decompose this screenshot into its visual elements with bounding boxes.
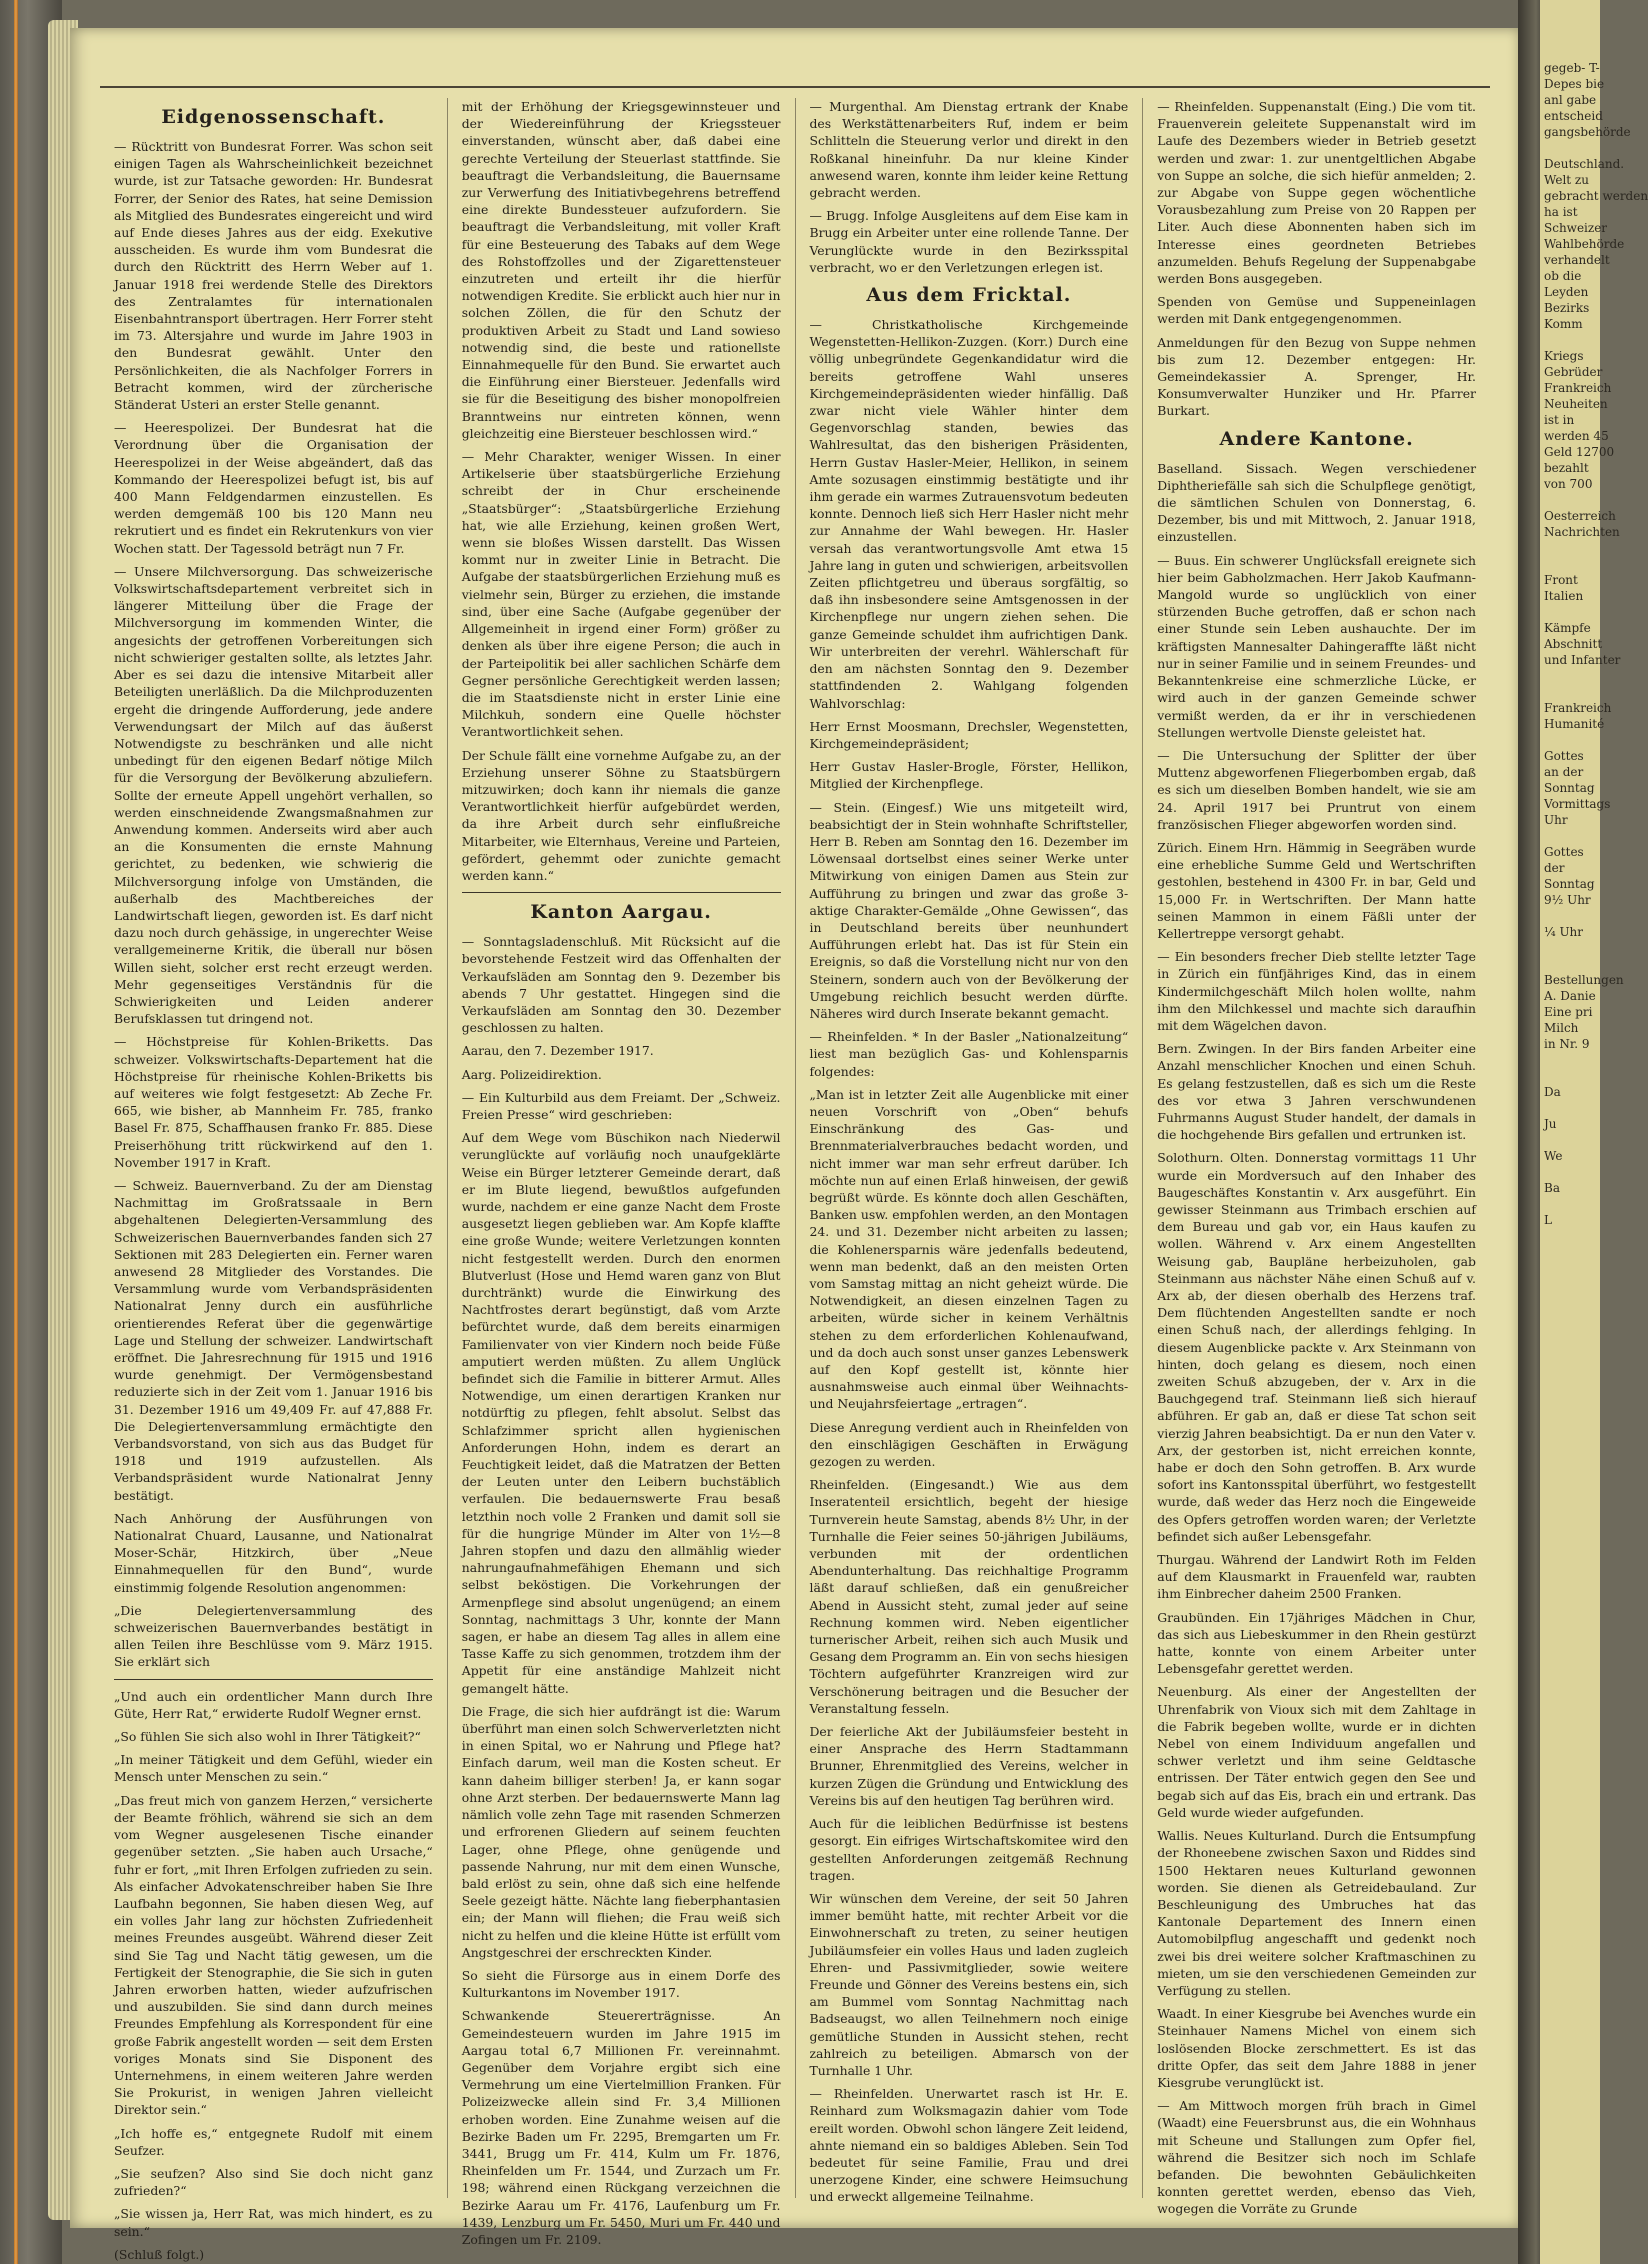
- article-paragraph: Herr Ernst Moosmann, Drechsler, Wegenstetten, Kirchgemeindepräsident;: [809, 718, 1129, 751]
- continuation-note: (Schluß folgt.): [114, 2246, 205, 2262]
- article-paragraph: — Sonntagsladenschluß. Mit Rücksicht auf die bevorstehende Festzeit wird das Offenhalten der Verkaufsläden am Sonntag den 9. Dezember bis abends 7 Uhr gestattet. Hingegen sind die Verkaufsläden am Sonntag den 30. Dezember geschlossen zu halten.: [461, 934, 781, 1036]
- next-page-fragment: der: [1544, 861, 1565, 875]
- next-page-fragment: [1540, 668, 1600, 684]
- column-4: [1143, 98, 1490, 2217]
- article-paragraph: — Die Untersuchung der Splitter der über Muttenz abgeworfenen Fliegerbomben ergab, daß es sich um dieselben Bomben handelt, wie sie am 24. April 1917 bei Pruntrut von einem französischen Flieger abgeworfen worden sind.: [1157, 747, 1476, 832]
- dateline: Aarau, den 7. Dezember 1917.: [461, 1043, 654, 1059]
- next-page-fragment: ob die: [1544, 269, 1582, 283]
- next-page-fragment: Frankreich: [1544, 701, 1612, 715]
- col4-articles: [1157, 98, 1476, 420]
- next-page-edge: [1540, 0, 1648, 2264]
- article-paragraph: — Stein. (Eingesf.) Wie uns mitgeteilt wird, beabsichtigt der in Stein wohnhafte Schriftsteller, Herr B. Reben am Sonntag den 16. Dezember im Löwensaal dortselbst eines seiner Werke unter Mitwirkung von einigen Damen aus Stein zur Aufführung zu bringen und zwar das große 3-aktige Charakter-Gemälde „Ohne Gewissen“, das in Deutschland bereits über neunhundert Aufführungen erlebt hat. Das ist für Stein ein Ereignis, so daß die Vorstellung nicht nur von den Steinern, sondern auch von der Bevölkerung der Umgebung reichlich besucht werden dürfte. Näheres wird durch Inserate bekannt gemacht.: [809, 799, 1129, 1021]
- next-page-fragment: [1540, 732, 1600, 748]
- article-paragraph: — Mehr Charakter, weniger Wissen. In einer Artikelserie über staatsbürgerliche Erziehung schreibt der in Chur erscheinende „Staatsbürger“: „Staatsbürgerliche Erziehung hat, wie alle Erziehung, keinen großen Wert, wenn sie bloßes Wissen darstellt. Das Wissen kommt nur in zweiter Linie in Betracht. Die Aufgabe der staatsbürgerlichen Erziehung muß es vielmehr sein, Bürger zu erziehen, die imstande sind, über eine Sache (Aufgabe gegenüber der Allgemeinheit in irgend einer Form) größer zu denken als über ihre eigene Person; die auch in der Parteipolitik bei aller sachlichen Schärfe dem Gegner persönliche Gerechtigkeit werden lassen; die im Staatsdienste nicht in erster Linie eine Milchkuh, sondern eine Quelle höchster Verantwortlichkeit sehen.: [461, 449, 781, 740]
- article-paragraph: „Die Delegiertenversammlung des schweizerischen Bauernverbandes bestätigt in allen Teilen ihre Beschlüsse vom 9. März 1915. Sie erklärt sich: [114, 1602, 433, 1670]
- next-page-fragment: werden 45: [1544, 429, 1609, 443]
- serial-novel: [114, 1688, 433, 2240]
- next-page-fragment: bezahlt: [1544, 461, 1589, 475]
- next-page-fragment: [1540, 908, 1600, 924]
- next-page-fragment: entscheid: [1544, 109, 1603, 123]
- article-paragraph: Baselland. Sissach. Wegen verschiedener Diphtheriefälle sah sich die Schulpflege genötigt, die sämtlichen Schulen von Donnerstag, 6. Dezember, bis und mit Mittwoch, 2. Januar 1918, einzustellen.: [1157, 460, 1476, 545]
- article-paragraph: Bern. Zwingen. In der Birs fanden Arbeiter eine Anzahl menschlicher Knochen und einen Schuh. Es gelang festzustellen, daß es sich um die Reste des vor etwa 3 Jahren verschwundenen Fuhrmanns August Studer handelt, der damals in die hochgehende Birs gefallen und ertrunken ist.: [1157, 1041, 1476, 1143]
- next-page-fragment: ist in: [1544, 413, 1575, 427]
- next-page-fragment: [1540, 140, 1600, 156]
- article-paragraph: — Christkatholische Kirchgemeinde Wegenstetten-Hellikon-Zuzgen. (Korr.) Durch eine völlig unbegründete Gegenkandidatur wird die bereits getroffene Wahl unseres Kirchgemeindepräsidenten wieder hinfällig. Daß zwar nicht viele Wähler hinter dem Gegenvorschlag standen, bewies das Wahlresultat, das den bisherigen Präsidenten, Herrn Gustav Hasler-Meier, Hellikon, in seinem Amte sozusagen einstimmig bestätigte und ihr ihm gerade ein warmes Zutrauensvotum bedeuten konnte. Dennoch ließ sich Herr Hasler nicht mehr zur Annahme der Wahl bewegen. Hr. Hasler versah das verantwortungsvolle Amt etwa 15 Jahre lang in guten und schwierigen, arbeitsvollen Zeiten pflichtgetreu und überaus sorgfältig, so daß ihn insbesondere seine Amtsgenossen in der Kirchenpflege nur ungern ziehen sehen. Die ganze Gemeinde schuldet ihm aufrichtigen Dank. Wir unterbreiten der verehrl. Wählerschaft für den am nächsten Sonntag den 9. Dezember stattfindenden 2. Wahlgang folgenden Wahlvorschlag:: [809, 317, 1129, 711]
- article-paragraph: — Ein besonders frecher Dieb stellte letzter Tage in Zürich ein fünfjähriges Kind, das in einem Kindermilchgeschäft Milch holen wollte, nahm ihm den Milchkessel und machte sich daraufhin mit dem Wägelchen davon.: [1157, 949, 1476, 1033]
- next-page-fragment: Leyden: [1544, 285, 1589, 299]
- article-paragraph: — Rheinfelden. Suppenanstalt (Eing.) Die vom tit. Frauenverein geleitete Suppenanstalt wird im Laufe des Dezembers wieder in Betrieb gesetzt werden und zwar: 1. zur unentgeltlichen Abgabe von Suppe an solche, die sich hiefür anmelden; 2. zur Abgabe von Suppe gegen wöchentliche Vorausbezahlung zum Preise von 20 Rappen per Liter. Auch diese Abonnenten haben sich im Interesse eines geordneten Betriebes anzumelden. Behufs Regelung der Suppenabgabe werden Bons ausgegeben.: [1157, 99, 1476, 287]
- next-page-fragment: Komm: [1544, 317, 1583, 331]
- article-paragraph: Nach Anhörung der Ausführungen von Nationalrat Chuard, Lausanne, und Nationalrat Moser-Schär, Hitzkirch, über „Neue Einnahmequellen für den Bund“, wurde einstimmig folgende Resolution angenommen:: [114, 1510, 433, 1595]
- next-page-fragment: [1540, 540, 1600, 556]
- next-page-fragment: Depes bie: [1544, 77, 1605, 91]
- novel-paragraph: „Und auch ein ordentlicher Mann durch Ihre Güte, Herr Rat,“ erwiderte Rudolf Wegner ernst.: [114, 1688, 433, 1721]
- article-paragraph: — Höchstpreise für Kohlen-Briketts. Das schweizer. Volkswirtschafts-Departement hat die Höchstpreise für rheinische Kohlen-Briketts bis auf weiteres wie folgt festgesetzt: Ab Zeche Fr. 665, wie bisher, ab Mannheim Fr. 785, franko Basel Fr. 875, Schaffhausen franko Fr. 885. Diese Preiserhöhung tritt rückwirkend auf den 1. November 1917 in Kraft.: [114, 1034, 433, 1170]
- next-page-fragment: [1540, 828, 1600, 844]
- next-page-fragment: [1540, 1132, 1600, 1148]
- article-paragraph: Waadt. In einer Kiesgrube bei Avenches wurde ein Steinhauer Namens Michel von einem sich loslösenden Blocke zerschmettert. Es ist das dritte Opfer, das seit dem Jahre 1888 in jener Kiesgrube verunglückt ist.: [1157, 2006, 1476, 2090]
- next-page-fragment: L: [1544, 1213, 1552, 1227]
- next-page-fragment: ha ist: [1544, 205, 1578, 219]
- article-paragraph: Herr Gustav Hasler-Brogle, Förster, Hellikon, Mitglied der Kirchenpflege.: [809, 759, 1129, 792]
- next-page-fragment: Gottes: [1544, 749, 1584, 763]
- next-page-fragment: in Nr. 9: [1544, 1037, 1590, 1051]
- columns: [100, 98, 1490, 2262]
- novel-paragraph: „Das freut mich von ganzem Herzen,“ versicherte der Beamte fröhlich, während sie sich an dem vom Wegner ausgelesenen Tische einander gegenüber setzten. „Sie haben auch Ursache,“ fuhr er fort, „mit Ihren Erfolgen zufrieden zu sein. Als einfacher Advokatenschreiber haben Sie Ihre Laufbahn begonnen, Sie haben diesen Weg, auf ein volles Jahr lang zur höchsten Zufriedenheit meines Freundes ausgeübt. Während dieser Zeit sind Sie Tag und Nacht tätig gewesen, um die Fertigkeit der Stenographie, die Sie sich in guten Jahren erworben hatten, wieder aufzufrischen und auszubilden. Sie sind dann durch meines Freundes Empfehlung als Korrespondent für eine große Fabrik angestellt worden — seit dem Ersten voriges Monats sind Sie Disponent des Unternehmens, in einem weiteren Jahre werden Sie Prokurist, in wenigen Jahren vielleicht Direktor sein.“: [114, 1792, 433, 2118]
- article-paragraph: — Schweiz. Bauernverband. Zu der am Dienstag Nachmittag im Großratssaale in Bern abgehaltenen Delegierten-Versammlung des Schweizerischen Bauernverbandes fanden sich 27 Sektionen mit 283 Delegierten ein. Ferner waren anwesend 28 Mitglieder des Vorstandes. Die Versammlung wurde vom Verbandspräsidenten Nationalrat Jenny durch ein ausführliche orientierendes Referat über die gegenwärtige Lage und Stellung der schweizer. Landwirtschaft eröffnet. Die Jahresrechnung für 1915 und 1916 wurde genehmigt. Der Vermögensbestand reduzierte sich in der Zeit vom 1. Januar 1916 bis 31. Dezember 1916 um 49,409 Fr. auf 47,888 Fr. Die Delegiertenversammlung ermächtigte den Verbandsvorstand, von sich aus das Budget für 1918 und 1919 aufzustellen. Als Verbandspräsident wurde Nationalrat Jenny bestätigt.: [114, 1177, 433, 1503]
- next-page-fragment: Oesterreich: [1544, 509, 1616, 523]
- article-paragraph: Neuenburg. Als einer der Angestellten der Uhrenfabrik von Vioux sich mit dem Zahltage in die Fabrik begeben wollte, wurde er in dichten Nebel von einem Individuum angefallen und schwer verletzt und ihm seine Geldtasche entrissen. Der Täter entwich gegen den See und begab sich auf das Eis, brach ein und ertrank. Das Geld wurde wieder aufgefunden.: [1157, 1684, 1476, 1820]
- next-page-fragment: [1540, 1052, 1600, 1068]
- next-page-fragment: Gottes: [1544, 845, 1584, 859]
- next-page-fragment: [1540, 956, 1600, 972]
- next-page-fragment: We: [1544, 1149, 1563, 1163]
- next-page-fragment: Sonntag: [1544, 877, 1595, 891]
- next-page-fragment: [1540, 684, 1600, 700]
- next-page-fragments: [1540, 0, 1648, 1228]
- next-page-fragment: A. Danie: [1544, 989, 1596, 1003]
- novel-paragraph: „In meiner Tätigkeit und dem Gefühl, wieder ein Mensch unter Menschen zu sein.“: [114, 1752, 433, 1785]
- article-paragraph: Der feierliche Akt der Jubiläumsfeier besteht in einer Ansprache des Herrn Stadtammann Brunner, Ehrenmitglied des Vereins, welcher in kurzen Zügen die Gründung und Entwicklung des Vereins bis auf den heutigen Tag berühren wird.: [809, 1724, 1129, 1808]
- next-page-fragment: Milch: [1544, 1021, 1579, 1035]
- next-page-fragment: Sonntag: [1544, 781, 1595, 795]
- next-page-fragment: Gebrüder: [1544, 365, 1603, 379]
- novel-paragraph: „Ich hoffe es,“ entgegnete Rudolf mit einem Seufzer.: [114, 2125, 433, 2158]
- next-page-fragment: [1540, 940, 1600, 956]
- next-page-fragment: Schweizer: [1544, 221, 1608, 235]
- next-page-fragment: Welt zu: [1544, 173, 1589, 187]
- novel-paragraph: „So fühlen Sie sich also wohl in Ihrer Tätigkeit?“: [114, 1729, 421, 1745]
- next-page-fragment: Geld 12700: [1544, 445, 1615, 459]
- article-paragraph: mit der Erhöhung der Kriegsgewinnsteuer und der Wiedereinführung der Kriegssteuer einverstanden, wünscht aber, daß dabei eine gerechte Verteilung der Steuerlast stattfinde. Sie beauftragt die Verbandsleitung, die Bauernsame zur Verwerfung des Initiativbegehrens betreffend eine direkte Bundessteuer aufzufordern. Sie beauftragt die Verbandsleitung, mit voller Kraft für eine Besteuerung des Tabaks auf dem Wege des Rohstoffzolles und der Zigarettensteuer einzutreten und erteilt ihr die hierfür notwendigen Kredite. Sie erblickt auch hier nur in solchen Zöllen, die für den Schutz der produktiven Arbeit zu Stadt und Land sowieso notwendig sind, die beste und rationellste Einnahmequelle für den Bund. Sie erwartet auch die Einführung einer Biersteuer. Jedenfalls wird sie für die Beseitigung des bisher monopolfreien Branntweins nur eintreten können, wenn gleichzeitig eine Biersteuer beschlossen wird.“: [461, 99, 781, 441]
- article-paragraph: — Am Mittwoch morgen früh brach in Gimel (Waadt) eine Feuersbrunst aus, die ein Wohnhaus mit Scheune und Stallungen zum Opfer fiel, während die Besitzer sich noch im Schlafe befanden. Die bewohnten Gebäulichkeiten konnten gerettet werden, ebenso das Vieh, wogegen die Vorräte zu Grunde: [1157, 2098, 1476, 2217]
- article-paragraph: „Man ist in letzter Zeit alle Augenblicke mit einer neuen Vorschrift von „Oben“ behufs Einschränkung des Gas- und Brennmaterialverbrauches bedacht worden, und nicht immer war man sehr erfreut darüber. Ich möchte nun auf einen Erlaß hinweisen, der gewiß begrüßt würde. Es könnte doch allen Geschäften, Banken usw. empfohlen werden, an den Montagen 24. und 31. Dezember nicht arbeiten zu lassen; die Kohlenersparnis wäre jedenfalls bedeutend, wenn man bedenkt, daß an den meisten Orten vom Samstag mittag an nicht geheizt würde. Die Notwendigkeit, an diesen einzelnen Tagen zu arbeiten, würde sicher in keinem Verhältnis stehen zu dem erforderlichen Kohlenaufwand, und da doch auch sonst unser ganzes Lebenswerk auf den Kopf gestellt ist, könnte hier ausnahmsweise auch einmal über Weihnachts- und Neujahrsfeiertage „ertragen“.: [809, 1086, 1129, 1412]
- next-page-fragment: ¼ Uhr: [1544, 925, 1584, 939]
- next-page-fragment: [1540, 332, 1600, 348]
- next-page-fragment: gangsbehörde: [1544, 125, 1631, 139]
- article-paragraph: Spenden von Gemüse und Suppeneinlagen werden mit Dank entgegengenommen.: [1157, 294, 1476, 327]
- next-page-fragment: [1540, 1196, 1600, 1212]
- next-page-fragment: Kämpfe: [1544, 621, 1591, 635]
- col1-articles: [114, 138, 433, 1671]
- article-paragraph: Auf dem Wege vom Büschikon nach Niederwil verunglückte auf vorläufig noch unaufgeklärte Weise ein Bürger letzterer Gemeinde derart, daß er im Blute liegend, bewußtlos aufgefunden wurde, nachdem er eine ganze Nacht dem Froste ausgesetzt liegen geblieben war. Am Kopfe klaffte eine große Wunde; weitere Verletzungen konnten nicht festgestellt werden. Durch den enormen Blutverlust (Hose und Hemd waren ganz von Blut durchtränkt) wurde die Einwirkung des Nachtfrostes derart begünstigt, daß vom Arzte befürchtet wurde, daß dem bereits einarmigen Familienvater von vier Kindern noch beide Füße amputiert werden müßten. Zu allem Unglück befindet sich die Familie in bitterer Armut. Alles Notwendige, um einen derartigen Kranken nur notdürftig zu pflegen, fehlt absolut. Selbst das Schlafzimmer spricht allen hygienischen Anforderungen Hohn, indem es derart an Feuchtigkeit leidet, daß die Matratzen der Betten der Leuten unter den Leibern buchstäblich verfaulen. Die bedauernswerte Frau besaß letzthin noch volle 2 Franken und damit soll sie für die hungrige Münder im Alter von 1½—8 Jahren stopfen und dazu den allmählig wieder nahrungaufnahmefähigen Ehemann und sich selbst beköstigen. Die Vorkehrungen der Armenpflege sind absolut ungenügend; an einem Sonntag, nachmittags 3 Uhr, konnte der Mann sagen, er habe an diesem Tag alles in allem eine Tasse Kaffe zu sich genommen, trotzdem ihm der Appetit für eine anständige Mahlzeit nicht gemangelt hätte.: [461, 1130, 781, 1696]
- header-rule: [100, 86, 1490, 88]
- next-page-fragment: Frankreich: [1544, 381, 1612, 395]
- next-page-fragment: [1540, 556, 1600, 572]
- col2-articles-aargau: [462, 933, 781, 1036]
- article-paragraph: Solothurn. Olten. Donnerstag vormittags 11 Uhr wurde ein Mordversuch auf den Inhaber des Baugeschäftes Konstantin v. Arx ausgeführt. Ein gewisser Steinmann aus Trimbach erschien auf dem Bureau und gab vor, ein Haus kaufen zu wollen. Während v. Arx einem Angestellten Weisung gab, Baupläne herbeizuholen, gab Steinmann aus nächster Nähe einen Schuß auf v. Arx ab, der diesen oberhalb des Herzens traf. Dem flüchtenden Angestellten sandte er noch einen Schuß nach, der allerdings fehlging. In diesem Augenblicke packte v. Arx Steinmann von hinten, doch gelang es diesem, noch einen zweiten Schuß abzugeben, der v. Arx in die Bauchgegend traf. Steinmann ließ sich hierauf abführen. Er gab an, daß er diese Tat schon seit vierzig Jahren beabsichtigt. Da er nun den Vater v. Arx, der gestorben ist, nicht erreichen konnte, habe er doch den Sohn getroffen. B. Arx wurde sofort ins Kantonsspital überführt, wo festgestellt wurde, daß weder das Herz noch die Eingeweide des Opfers getroffen worden waren; der Verletzte befindet sich außer Lebensgefahr.: [1157, 1150, 1476, 1544]
- article-paragraph: — Brugg. Infolge Ausgleitens auf dem Eise kam in Brugg ein Arbeiter unter eine rollende Tanne. Der Verunglückte wurde in den Bezirksspital verbracht, wo er den Verletzungen erlegen ist.: [809, 208, 1129, 275]
- article-paragraph: — Ein Kulturbild aus dem Freiamt. Der „Schweiz. Freien Presse“ wird geschrieben:: [461, 1089, 781, 1122]
- article-paragraph: — Heerespolizei. Der Bundesrat hat die Verordnung über die Organisation der Heerespolizei in der Weise abgeändert, daß das Kommando der Heerespolizei befugt ist, bis auf 400 Mann Feldgendarmen einzustellen. Es werden demgemäß 100 bis 120 Mann neu rekrutiert und es findet ein Rekrutenkurs von vier Wochen statt. Der Tagessold beträgt nun 7 Fr.: [114, 420, 433, 556]
- article-paragraph: Graubünden. Ein 17jähriges Mädchen in Chur, das sich aus Liebeskummer in den Rhein gestürzt hatte, konnte von einem Arbeiter unter Lebensgefahr gerettet werden.: [1157, 1609, 1476, 1677]
- col4-articles-kantone: [1157, 460, 1476, 2218]
- next-page-fragment: Uhr: [1544, 813, 1568, 827]
- divider: [114, 1679, 433, 1680]
- article-paragraph: Der Schule fällt eine vornehme Aufgabe zu, an der Erziehung unserer Söhne zu Staatsbürgern mitzuwirken; doch kann ihr niemals die ganze Verantwortlichkeit hierfür aufgebürdet werden, da ihre Arbeit durch sehr einflußreiche Mitarbeiter, wie Elternhaus, Vereine und Parteien, gefördert, gehemmt oder zunichte gemacht werden kann.“: [461, 747, 781, 883]
- article-paragraph: — Rheinfelden. * In der Basler „Nationalzeitung“ liest man bezüglich Gas- und Kohlensparnis folgendes:: [809, 1029, 1129, 1079]
- col3-articles: [810, 98, 1129, 276]
- next-page-fragment: Deutschland.: [1544, 157, 1625, 171]
- next-page-fragment: Abschnitt: [1544, 637, 1603, 651]
- next-page-fragment: Wahlbehörde: [1544, 237, 1625, 251]
- article-paragraph: — Murgenthal. Am Dienstag ertrank der Knabe des Werkstättenarbeiters Ruf, indem er beim Schlitteln die Steuerung verlor und direkt in den Roßkanal hineinfuhr. Da nur kleine Kinder anwesend waren, konnte ihm leider keine Rettung gebracht werden.: [809, 99, 1129, 201]
- article-paragraph: Schwankende Steuererträgnisse. An Gemeindesteuern wurden im Jahre 1915 im Aargau total 6,7 Millionen Fr. vereinnahmt. Gegenüber dem Vorjahre ergibt sich eine Vermehrung um eine Viertelmillion Franken. Für Polizeizwecke allein sind Fr. 3,4 Millionen erhoben worden. Eine Zunahme weisen auf die Bezirke Baden um Fr. 2295, Bremgarten um Fr. 3441, Brugg um Fr. 414, Kulm um Fr. 1876, Rheinfelden um Fr. 1544, und Zurzach um Fr. 198; während einen Rückgang verzeichnen die Bezirke Aarau um Fr. 4176, Laufenburg um Fr. 1439, Lenzburg um Fr. 5450, Muri um Fr. 440 und Zofingen um Fr. 2109.: [461, 2008, 781, 2247]
- article-paragraph: Rheinfelden. (Eingesandt.) Wie aus dem Inseratenteil ersichtlich, begeht der hiesige Turnverein heute Samstag, abends 8½ Uhr, in der Turnhalle die Feier seines 50-jährigen Jubiläums, verbunden mit der ordentlichen Abendunterhaltung. Das reichhaltige Programm läßt darauf schließen, daß ein genußreicher Abend in Aussicht steht, zumal jeder auf seine Rechnung kommen wird. Neben eigentlicher turnerischer Arbeit, reihen sich auch Musik und Gesang dem Programm an. Ein von sechs hiesigen Töchtern aufgeführter Kranzreigen wird zur Verschönerung beitragen und die Besucher der Veranstaltung fesseln.: [809, 1477, 1129, 1716]
- article-paragraph: Zürich. Einem Hrn. Hämmig in Seegräben wurde eine erhebliche Summe Geld und Wertschriften gestohlen, bestehend in 4300 Fr. in bar, Geld und 15,000 Fr. in Wertschriften. Der Mann hatte seinen Mammon in einem Fäßli unter der Kellertreppe versorgt gehabt.: [1157, 839, 1476, 941]
- divider: [462, 892, 781, 893]
- next-page-fragment: Humanité: [1544, 717, 1605, 731]
- article-paragraph: So sieht die Fürsorge aus in einem Dorfe des Kulturkantons im November 1917.: [461, 1967, 781, 2001]
- column-1: [100, 98, 448, 2262]
- article-paragraph: Thurgau. Während der Landwirt Roth im Felden auf dem Klausmarkt in Frauenfeld war, raubten ihm Einbrecher daheim 2500 Franken.: [1157, 1552, 1476, 1602]
- next-page-fragment: Kriegs: [1544, 349, 1584, 363]
- next-page-fragment: gebracht werden: [1544, 189, 1648, 203]
- article-paragraph: Anmeldungen für den Bezug von Suppe nehmen bis zum 12. Dezember entgegen: Hr. Gemeindekassier A. Sprenger, Hr. Konsumverwalter Hunziker und Hr. Pfarrer Burkart.: [1157, 334, 1476, 419]
- next-page-fragment: Vormittags: [1544, 797, 1611, 811]
- next-page-fragment: und Infanter: [1544, 653, 1621, 667]
- next-page-fragment: Front: [1544, 573, 1578, 587]
- novel-paragraph: „Sie seufzen? Also sind Sie doch nicht ganz zufrieden?“: [114, 2165, 433, 2199]
- next-page-fragment: Eine pri: [1544, 1005, 1593, 1019]
- column-3: [796, 98, 1144, 2205]
- section-heading-fricktal: Aus dem Fricktal.: [866, 284, 1072, 307]
- novel-paragraph: „Sie wissen ja, Herr Rat, was mich hindert, es zu sein.“: [114, 2206, 433, 2239]
- next-page-fragment: [1540, 1100, 1600, 1116]
- next-page-fragment: verhandelt: [1544, 253, 1610, 267]
- next-page-fragment: [1540, 1068, 1600, 1084]
- next-page-fragment: Ba: [1544, 1181, 1560, 1195]
- col2-articles-more: [462, 1089, 781, 2248]
- next-page-fragment: Ju: [1544, 1117, 1557, 1131]
- next-page-fragment: [1540, 604, 1600, 620]
- article-paragraph: — Unsere Milchversorgung. Das schweizerische Volkswirtschaftsdepartement verbreitet sich in längerer Mitteilung über die Frage der Milchversorgung im kommenden Winter, die angesichts der getroffenen Vorbereitungen sich nicht schwieriger gestalten sollte, als letztes Jahr. Aber es sei dazu die intensive Mitarbeit aller Beteiligten unerläßlich. Da die Milchproduzenten ergeht die dringende Aufforderung, jede andere Verwendungsart der Milch auf das äußerst Notwendigste zu beschränken und alle nicht unbedingt für den eigenen Bedarf nötige Milch für die Versorgung der Bevölkerung abzuliefern. Sollte der erneute Appell ungehört verhallen, so werden einschneidende Zwangsmaßnahmen zur Anwendung kommen. Anderseits wird aber auch an die Konsumenten die ernste Mahnung gerichtet, zu bedenken, wie schwierig die Milchversorgung infolge von Umständen, die außerhalb des Machtbereiches der Landwirtschaft liegen, geworden ist. Es darf nicht dazu noch durch gehässige, in ungerechter Weise verallgemeinerne Kritik, die überall nur bösen Willen sieht, solcher erst recht erzeugt werden. Mehr gegenseitiges Verständnis für die Schwierigkeiten und Leiden anderer Berufsklassen tut dringend not.: [114, 563, 433, 1027]
- article-paragraph: — Buus. Ein schwerer Unglücksfall ereignete sich hier beim Gabholzmachen. Herr Jakob Kaufmann-Mangold wurde so unglücklich von einer stürzenden Buche getroffen, daß er schon nach einer Stunde sein Leben aushauchte. Der im kräftigsten Mannesalter Dahingeraffte läßt nicht nur in seiner Familie und in seinem Freundes- und Bekanntenkreise eine schmerzliche Lücke, er wird auch in der ganzen Gemeinde schwer vermißt werden, da er ihr in verschiedenen Stellungen wertvolle Dienste geleistet hat.: [1157, 552, 1476, 740]
- next-page-fragment: an der: [1544, 765, 1584, 779]
- next-page-fragment: von 700: [1544, 477, 1593, 491]
- next-page-fragment: Bestellungen: [1544, 973, 1624, 987]
- signer: Aarg. Polizeidirektion.: [461, 1066, 602, 1082]
- next-page-fragment: [1540, 492, 1600, 508]
- next-page-fragment: anl gabe: [1544, 93, 1597, 107]
- next-page-fragment: [1540, 1164, 1600, 1180]
- article-paragraph: — Rücktritt von Bundesrat Forrer. Was schon seit einigen Tagen als Wahrscheinlichkeit bezeichnet wurde, ist zur Tatsache geworden: Hr. Bundesrat Forrer, der Senior des Rates, hat seine Demission als Mitglied des Bundesrates eingereicht und wird auf Ende dieses Jahres aus der eidg. Exekutive ausscheiden. Es wurde ihm vom Bundesrat die durch den Rücktritt des Herrn Weber auf 1. Januar 1918 frei werdende Stelle des Direktors des Zentralamtes für internationalen Eisenbahntransport übertragen. Herr Forrer steht im 73. Altersjahre und wurde im Jahre 1903 in den Bundesrat gewählt. Unter den Persönlichkeiten, die als Nachfolger Forrers in Betracht kommen, wird der zürcherische Ständerat Usteri an erster Stelle genannt.: [114, 139, 433, 413]
- article-paragraph: Die Frage, die sich hier aufdrängt ist die: Warum überführt man einen solch Schwerverletzten nicht in einen Spital, wo er Nahrung und Pflege hat? Einfach darum, weil man die Kosten scheut. Er kann daheim billiger sterben! Ja, er kann sogar ohne Arzt sterben. Der bedauernswerte Mann lag nämlich volle zehn Tage mit rasenden Schmerzen und erfrorenen Gliedern auf seinem feuchten Lager, ohne Pflege, ohne genügende und passende Nahrung, nur mit dem einen Wunsche, bald erlöst zu sein, ohne daß sich eine helfende Seele gezeigt hätte. Nächte lang fieberphantasien ein; der Mann will fliehen; die Frau weiß sich nicht zu helfen und die kleine Hütte ist erfüllt vom Angstgeschrei der erschreckten Kinder.: [461, 1703, 781, 1960]
- next-page-fragment: Da: [1544, 1085, 1561, 1099]
- article-paragraph: Wallis. Neues Kulturland. Durch die Entsumpfung der Rhoneebene zwischen Saxon und Riddes sind 1500 Hektaren neues Kulturland gewonnen worden. Sie dienen als Getreidebauland. Zur Beschleunigung des Umbruches hat das Kantonale Departement des Innern einen Automobilpflug angeschafft und gedenkt noch zwei bis drei weitere solcher Kraftmaschinen zu mieten, um sie den verschiedenen Gemeinden zur Verfügung zu stellen.: [1157, 1828, 1476, 1998]
- next-page-fragment: Bezirks: [1544, 301, 1590, 315]
- article-paragraph: — Rheinfelden. Unerwartet rasch ist Hr. E. Reinhard zum Wolksmagazin dahier vom Tode ereilt worden. Obwohl schon längere Zeit leidend, ahnte niemand ein so baldiges Ableben. Sein Tod bedeutet für seine Familie, Frau und drei unerzogene Kinder, eine schwere Heimsuchung und erweckt allgemeine Teilnahme.: [809, 2086, 1129, 2205]
- next-page-fragment: gegeb- T-: [1544, 61, 1600, 75]
- col2-articles: [462, 98, 781, 884]
- section-heading-andere-kantone: Andere Kantone.: [1219, 427, 1414, 450]
- binding-string: [14, 0, 18, 2264]
- article-paragraph: Auch für die leiblichen Bedürfnisse ist bestens gesorgt. Ein eifriges Wirtschaftskomitee wird den gestellten Anforderungen zeitgemäß Rechnung tragen.: [809, 1816, 1129, 1883]
- next-page-fragment: 9½ Uhr: [1544, 893, 1591, 907]
- section-heading-eidgenossenschaft: Eidgenossenschaft.: [161, 106, 386, 128]
- next-page-fragment: Nachrichten: [1544, 525, 1620, 539]
- newspaper-page: [70, 28, 1520, 2262]
- column-2: [448, 98, 796, 2247]
- next-page-fragment: Neuheiten: [1544, 397, 1608, 411]
- article-paragraph: Diese Anregung verdient auch in Rheinfelden von den einschlägigen Geschäften in Erwägung gezogen zu werden.: [809, 1419, 1129, 1470]
- col3-articles-fricktal: [810, 316, 1129, 2206]
- section-heading-kanton-aargau: Kanton Aargau.: [530, 901, 712, 924]
- next-page-fragment: Italien: [1544, 589, 1584, 603]
- article-paragraph: Wir wünschen dem Vereine, der seit 50 Jahren immer bemüht hatte, mit rechter Arbeit vor die Einwohnerschaft zu treten, zu seiner heutigen Jubiläumsfeier ein volles Haus und laden zugleich Ehren- und Passivmitglieder, sowie weitere Freunde und Gönner des Vereins bestens ein, sich am Bummel vom Sonntag Nachmittag nach Badseaugst, wo allen Teilnehmern noch einige gemütliche Stunden in Aussicht stehen, recht zahlreich zu beteiligen. Abmarsch von der Turnhalle 1 Uhr.: [809, 1890, 1129, 2078]
